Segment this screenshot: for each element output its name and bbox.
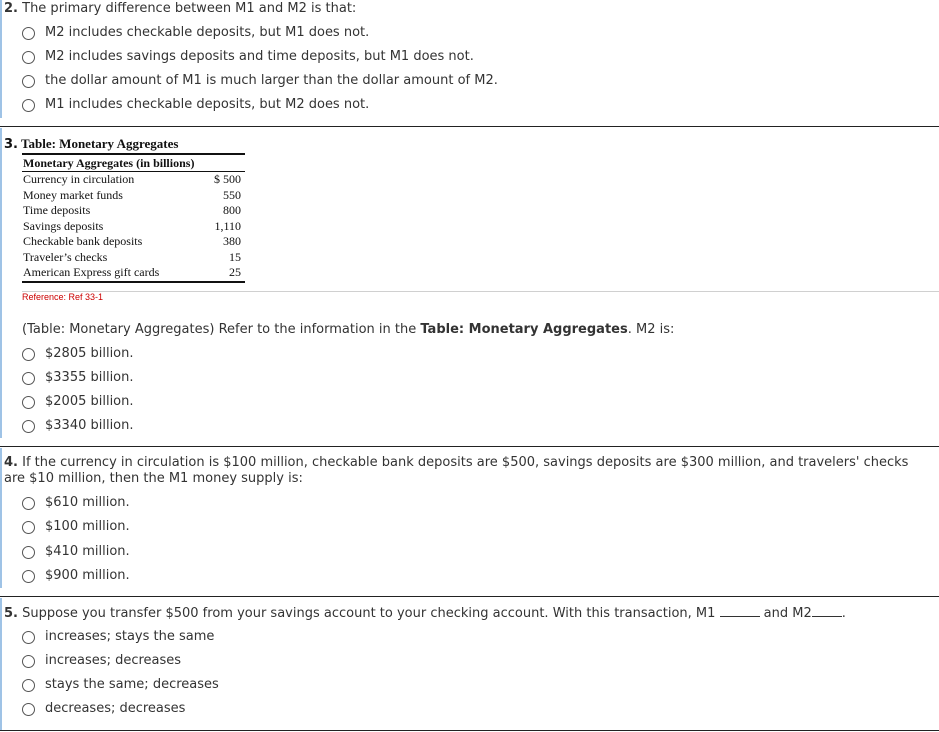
q5-choice-b[interactable] <box>22 653 181 669</box>
choice-label: $2805 billion. <box>45 346 134 361</box>
choice-label: $610 million. <box>45 495 130 510</box>
question-text: The primary difference between M1 and M2 is that: <box>22 1 357 16</box>
row-value: 800 <box>223 203 241 217</box>
choice-label: stays the same; decreases <box>45 677 219 692</box>
question-text-part1: Suppose you transfer $500 from your savings account to your checking account. With this transaction, M1 <box>22 606 716 621</box>
row-value: 1,110 <box>214 218 241 233</box>
question-divider <box>0 126 939 127</box>
radio-button[interactable] <box>22 631 35 644</box>
choice-label: $900 million. <box>45 568 130 583</box>
question-text-part3: . <box>841 606 846 621</box>
table-row <box>22 172 245 188</box>
table-row <box>22 219 245 235</box>
row-label: Money market funds <box>23 187 123 202</box>
table-row <box>22 203 245 219</box>
row-value: 25 <box>229 265 241 279</box>
row-value: 380 <box>223 234 241 248</box>
question-5-stem <box>4 605 929 622</box>
answer-blank-m1 <box>720 605 760 617</box>
choice-label: $100 million. <box>45 519 130 534</box>
choice-label: increases; stays the same <box>45 629 215 644</box>
row-label: Checkable bank deposits <box>23 234 143 248</box>
table-row <box>22 265 245 283</box>
row-label: Time deposits <box>23 203 91 217</box>
table-title-text: Table: Monetary Aggregates <box>21 136 179 151</box>
question-4-accent-bar <box>0 448 2 588</box>
table-title <box>4 136 178 152</box>
choice-label: $2005 billion. <box>45 394 134 409</box>
radio-button[interactable] <box>22 27 35 40</box>
q2-choice-c[interactable] <box>22 73 498 89</box>
q5-choice-c[interactable] <box>22 677 219 693</box>
question-5-accent-bar <box>0 598 2 730</box>
radio-button[interactable] <box>22 51 35 64</box>
q5-choice-a[interactable] <box>22 629 214 645</box>
radio-button[interactable] <box>22 75 35 88</box>
question-2-stem <box>4 1 929 17</box>
q4-choice-d[interactable] <box>22 568 130 584</box>
question-text-bold: Table: Monetary Aggregates <box>420 322 628 337</box>
radio-button[interactable] <box>22 703 35 716</box>
radio-button[interactable] <box>22 679 35 692</box>
question-text-prefix: (Table: Monetary Aggregates) Refer to the information in the <box>22 322 421 337</box>
q2-choice-b[interactable] <box>22 49 474 65</box>
radio-button[interactable] <box>22 99 35 112</box>
row-label: Savings deposits <box>23 218 104 233</box>
table-row <box>22 250 245 266</box>
row-label: Currency in circulation <box>23 172 135 186</box>
choice-label: decreases; decreases <box>45 701 186 716</box>
question-3-accent-bar <box>0 128 2 438</box>
q2-choice-d[interactable] <box>22 97 369 113</box>
q3-choice-c[interactable] <box>22 394 134 410</box>
choice-label: $3355 billion. <box>45 370 134 385</box>
monetary-aggregates-table <box>22 153 245 283</box>
q2-choice-a[interactable] <box>22 25 369 41</box>
question-text: If the currency in circulation is $100 million, checkable bank deposits are $500, savings deposits are $300 million, and travelers' checks are $10 million, then the M1 money supply is: <box>4 455 909 486</box>
choice-label: increases; decreases <box>45 653 182 668</box>
radio-button[interactable] <box>22 570 35 583</box>
row-value: 550 <box>223 187 241 202</box>
table-row <box>22 234 245 250</box>
row-value: 15 <box>229 249 241 264</box>
row-value: $ 500 <box>214 172 241 186</box>
radio-button[interactable] <box>22 521 35 534</box>
table-row <box>22 188 245 204</box>
row-label: Traveler’s checks <box>23 249 108 264</box>
q4-choice-a[interactable] <box>22 495 130 511</box>
reference-note: Reference: Ref 33-1 <box>22 292 104 302</box>
question-4-stem <box>4 455 929 487</box>
question-text-part2: and M2 <box>763 606 812 621</box>
row-label: American Express gift cards <box>23 265 160 279</box>
radio-button[interactable] <box>22 546 35 559</box>
q5-choice-d[interactable] <box>22 701 185 717</box>
choice-label: M1 includes checkable deposits, but M2 does not. <box>45 97 370 112</box>
choice-label: the dollar amount of M1 is much larger than the dollar amount of M2. <box>45 73 498 88</box>
answer-blank-m2 <box>812 605 842 617</box>
question-3-stem <box>22 322 927 338</box>
radio-button[interactable] <box>22 396 35 409</box>
question-number: 4. <box>4 455 18 470</box>
question-number: 3. <box>4 137 18 152</box>
q4-choice-c[interactable] <box>22 544 130 560</box>
q3-choice-a[interactable] <box>22 346 134 362</box>
radio-button[interactable] <box>22 372 35 385</box>
q4-choice-b[interactable] <box>22 519 130 535</box>
choice-label: M2 includes savings deposits and time deposits, but M1 does not. <box>45 49 474 64</box>
radio-button[interactable] <box>22 497 35 510</box>
radio-button[interactable] <box>22 655 35 668</box>
q3-choice-d[interactable] <box>22 418 134 434</box>
choice-label: $410 million. <box>45 544 130 559</box>
question-divider <box>0 446 939 447</box>
question-2-accent-bar <box>0 0 2 118</box>
choice-label: M2 includes checkable deposits, but M1 does not. <box>45 25 370 40</box>
radio-button[interactable] <box>22 420 35 433</box>
table-header: Monetary Aggregates (in billions) <box>22 153 245 172</box>
choice-label: $3340 billion. <box>45 418 134 433</box>
question-divider <box>0 596 939 597</box>
reference-divider <box>22 291 939 292</box>
radio-button[interactable] <box>22 348 35 361</box>
question-number: 2. <box>4 1 18 16</box>
question-divider <box>0 730 939 731</box>
question-text-suffix: . M2 is: <box>627 322 675 337</box>
question-number: 5. <box>4 606 18 621</box>
q3-choice-b[interactable] <box>22 370 134 386</box>
